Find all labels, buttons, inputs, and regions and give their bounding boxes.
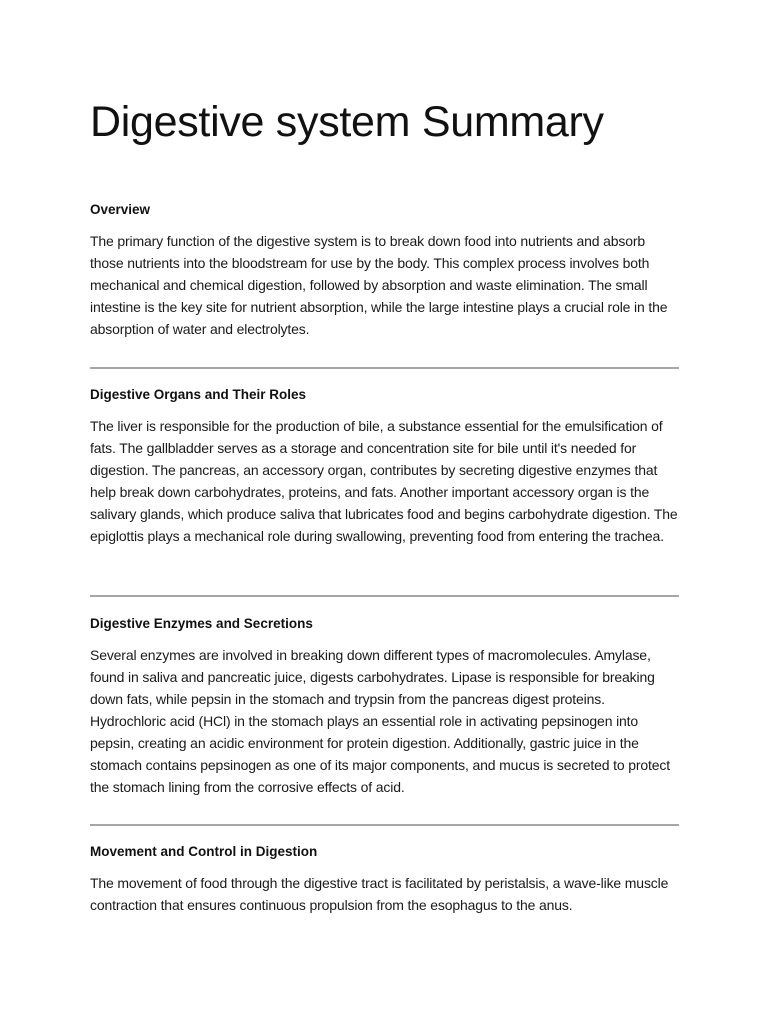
section-paragraph: Several enzymes are involved in breaking down different types of macromolecules. Amylase, found in saliva and pancreatic juice, digests carbohydrates. Lipase is responsible for breaking down fats, while pepsin in the stomach and trypsin from the pancreas digest proteins. Hydrochloric acid (HCl) in the stomach plays an essential role in activating pepsinogen into pepsin, creating an acidic environment for protein digestion. Additionally, gastric juice in the stomach contains pepsinogen as one of its major components, and mucus is secreted to protect the stomach lining from the corrosive effects of acid.: [90, 647, 670, 795]
section-paragraph: The movement of food through the digestive tract is facilitated by peristalsis, a wave-like muscle contraction that ensures continuous propulsion from the esophagus to the anus.: [90, 875, 669, 913]
section-overview: [90, 200, 679, 340]
section-digestive-enzymes: [90, 614, 679, 798]
section-heading: Movement and Control in Digestion: [90, 844, 318, 859]
section-divider: [90, 595, 679, 597]
section-divider: [90, 824, 679, 826]
section-digestive-organs: [90, 385, 679, 547]
section-divider: [90, 367, 679, 369]
section-paragraph: The liver is responsible for the production of bile, a substance essential for the emulsification of fats. The gallbladder serves as a storage and concentration site for bile until it's needed for digestion. The pancreas, an accessory organ, contributes by secreting digestive enzymes that help break down carbohydrates, proteins, and fats. Another important accessory organ is the salivary glands, which produce saliva that lubricates food and begins carbohydrate digestion. The epiglottis plays a mechanical role during swallowing, preventing food from entering the trachea.: [90, 418, 678, 544]
section-movement-control: [90, 842, 679, 916]
document-title: Digestive system Summary: [90, 98, 604, 146]
section-heading: Digestive Organs and Their Roles: [90, 387, 307, 402]
section-heading: Digestive Enzymes and Secretions: [90, 616, 313, 631]
section-paragraph: The primary function of the digestive system is to break down food into nutrients and absorb those nutrients into the bloodstream for use by the body. This complex process involves both mechanical and chemical digestion, followed by absorption and waste elimination. The small intestine is the key site for nutrient absorption, while the large intestine plays a crucial role in the absorption of water and electrolytes.: [90, 233, 668, 337]
section-heading: Overview: [90, 202, 151, 217]
